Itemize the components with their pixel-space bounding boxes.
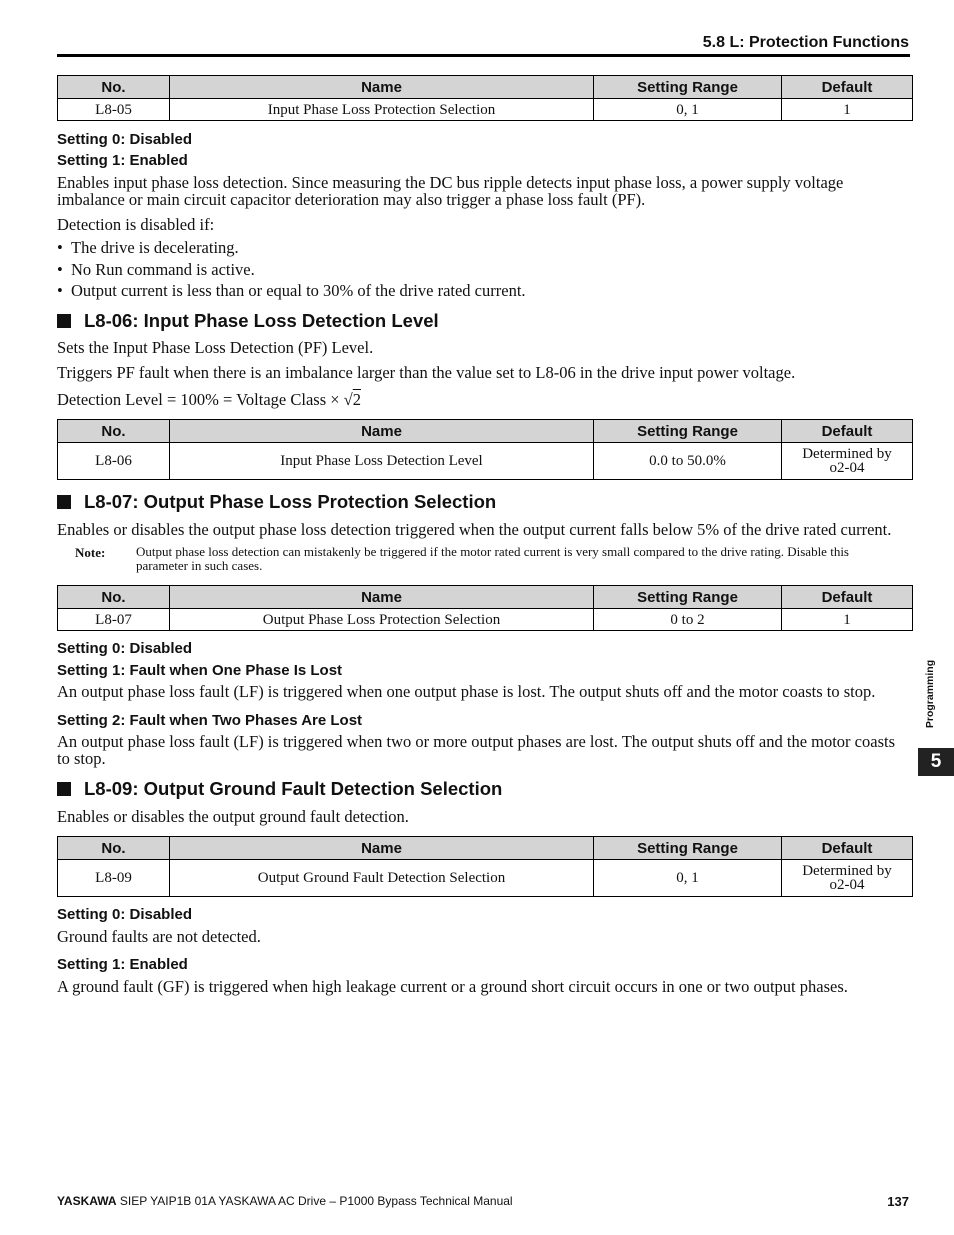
setting-2-description: An output phase loss fault (LF) is triggered when two or more output phases are lost. The output shuts off and the motor coasts to stop.	[57, 732, 896, 768]
col-header-range: Setting Range	[594, 420, 782, 443]
disabled-if-text: Detection is disabled if:	[57, 215, 215, 234]
list-item: • The drive is decelerating.	[57, 238, 239, 257]
note-label: Note:	[75, 545, 106, 560]
param-range: 0 to 2	[594, 609, 782, 631]
col-header-no: No.	[58, 837, 170, 860]
square-bullet-icon	[57, 314, 71, 328]
setting-0-heading: Setting 0: Disabled	[57, 640, 193, 657]
param-table-l8-07	[57, 585, 913, 631]
square-bullet-icon	[57, 782, 71, 796]
l806-para2: Triggers PF fault when there is an imbalance larger than the value set to L8-06 in the drive input power voltage.	[57, 363, 796, 382]
param-table-l8-05	[57, 75, 913, 121]
detection-formula: Detection Level = 100% = Voltage Class × √2	[57, 390, 361, 409]
l805-description	[57, 174, 917, 208]
header-rule	[57, 54, 910, 57]
setting-0-heading: Setting 0: Disabled	[57, 906, 193, 923]
setting-0-description: Ground faults are not detected.	[57, 927, 261, 946]
setting-1-heading: Setting 1: Enabled	[57, 152, 188, 169]
setting-0-heading: Setting 0: Disabled	[57, 131, 193, 148]
setting-1-heading: Setting 1: Enabled	[57, 956, 188, 973]
setting-1-description: An output phase loss fault (LF) is triggered when one output phase is lost. The output shuts off and the motor coasts to stop.	[57, 682, 876, 701]
sqrt-icon: √	[343, 390, 353, 409]
l807-para1: Enables or disables the output phase loss detection triggered when the output current falls below 5% of the drive rated current.	[57, 520, 892, 539]
param-no: L8-06	[58, 443, 170, 480]
col-header-name: Name	[170, 420, 594, 443]
param-table-l8-06	[57, 419, 913, 480]
col-header-default: Default	[782, 76, 913, 99]
param-default: 1	[782, 609, 913, 631]
param-range: 0.0 to 50.0%	[594, 443, 782, 480]
col-header-name: Name	[170, 837, 594, 860]
param-default: 1	[782, 99, 913, 121]
param-table-l8-09	[57, 836, 913, 897]
col-header-default: Default	[782, 837, 913, 860]
param-default: Determined by o2-04	[782, 860, 913, 897]
param-range: 0, 1	[594, 860, 782, 897]
param-no: L8-07	[58, 609, 170, 631]
param-no: L8-05	[58, 99, 170, 121]
l805-desc-line2: imbalance or main circuit capacitor deterioration may also trigger a phase loss fault (PF).	[57, 190, 646, 209]
table-row	[58, 443, 913, 480]
list-item: • No Run command is active.	[57, 260, 255, 279]
square-bullet-icon	[57, 495, 71, 509]
table-row	[58, 860, 913, 897]
setting-2-heading: Setting 2: Fault when Two Phases Are Lost	[57, 712, 363, 729]
l805-desc-line1: Enables input phase loss detection. Since measuring the DC bus ripple detects input phase loss, a power supply voltage	[57, 173, 844, 192]
col-header-no: No.	[58, 76, 170, 99]
footer-brand: YASKAWA	[57, 1194, 117, 1208]
col-header-no: No.	[58, 420, 170, 443]
col-header-range: Setting Range	[594, 586, 782, 609]
bullet-icon: •	[57, 260, 63, 279]
l807-heading: L8-07: Output Phase Loss Protection Selection	[57, 491, 496, 513]
param-range: 0, 1	[594, 99, 782, 121]
l809-para1: Enables or disables the output ground fault detection.	[57, 807, 409, 826]
list-item: • Output current is less than or equal to 30% of the drive rated current.	[57, 281, 526, 300]
col-header-range: Setting Range	[594, 837, 782, 860]
bullet-icon: •	[57, 281, 63, 300]
col-header-default: Default	[782, 420, 913, 443]
setting-1-description: A ground fault (GF) is triggered when high leakage current or a ground short circuit occurs in one or two output phases.	[57, 977, 848, 996]
page-number: 137	[887, 1194, 909, 1209]
col-header-name: Name	[170, 76, 594, 99]
col-header-range: Setting Range	[594, 76, 782, 99]
param-name: Input Phase Loss Detection Level	[170, 443, 594, 480]
section-title: 5.8 L: Protection Functions	[702, 34, 909, 51]
note-text: Output phase loss detection can mistakenly be triggered if the motor rated current is very small compared to the drive rating. Disable this parameter in such cases.	[136, 544, 849, 573]
l806-para1: Sets the Input Phase Loss Detection (PF) Level.	[57, 338, 374, 357]
table-row	[58, 99, 913, 121]
setting-1-heading: Setting 1: Fault when One Phase Is Lost	[57, 662, 343, 679]
bullet-icon: •	[57, 238, 63, 257]
param-name: Output Ground Fault Detection Selection	[170, 860, 594, 897]
param-name: Output Phase Loss Protection Selection	[170, 609, 594, 631]
param-name: Input Phase Loss Protection Selection	[170, 99, 594, 121]
param-no: L8-09	[58, 860, 170, 897]
col-header-no: No.	[58, 586, 170, 609]
footer-manual-title: YASKAWA SIEP YAIP1B 01A YASKAWA AC Drive – P1000 Bypass Technical Manual	[57, 1194, 513, 1208]
table-row	[58, 609, 913, 631]
param-default: Determined by o2-04	[782, 443, 913, 480]
chapter-tab-number: 5	[918, 748, 954, 776]
l806-heading: L8-06: Input Phase Loss Detection Level	[57, 310, 439, 332]
col-header-name: Name	[170, 586, 594, 609]
col-header-default: Default	[782, 586, 913, 609]
l809-heading: L8-09: Output Ground Fault Detection Selection	[57, 778, 502, 800]
chapter-tab-label: Programming	[924, 659, 936, 729]
